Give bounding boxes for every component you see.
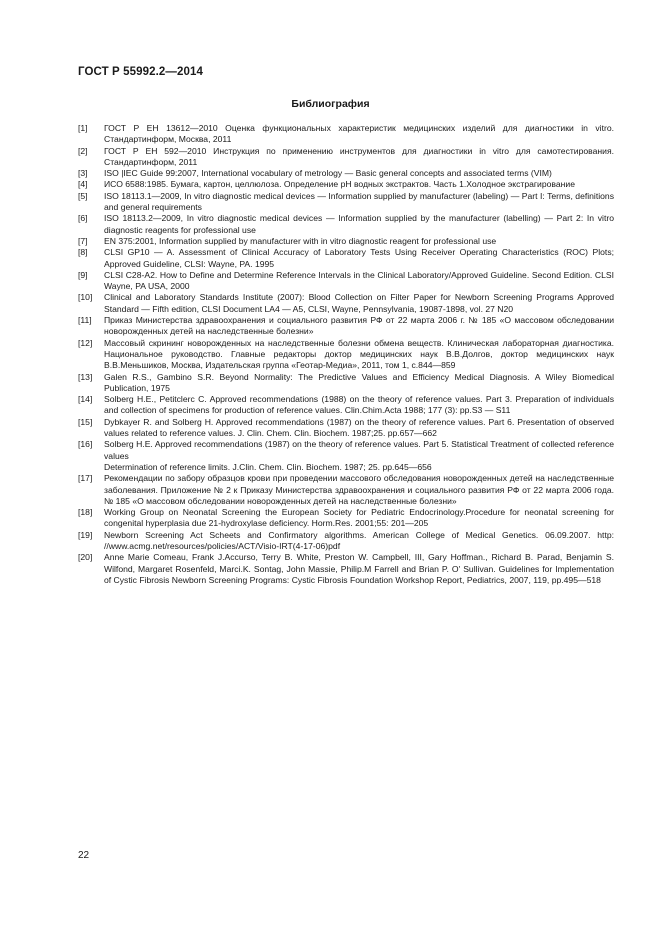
reference-text: EN 375:2001, Information supplied by manufacturer with in vitro diagnostic reagent for professional use [104,235,497,246]
section-title: Библиография [291,98,370,110]
page-number: 22 [78,850,90,861]
bibliography-entry [78,213,614,236]
reference-number: [8] [78,247,88,258]
bibliography-entry [78,191,614,214]
reference-number: [17] [78,473,93,484]
bibliography-list [78,123,614,586]
reference-text: ГОСТ Р ЕН 13612—2010 Оценка функциональных характеристик медицинских изделий для диагностики in vitro. Стандартинформ, Москва, 2011 [104,123,614,145]
reference-text: Приказ Министерства здравоохранения и социального развития РФ от 22 марта 2006 г. № 185 «О массовом обследовании новорожденных детей на наследственные болезни» [104,315,614,337]
reference-number: [6] [78,213,88,224]
reference-number: [16] [78,439,93,450]
bibliography-entry [78,270,614,293]
bibliography-entry [78,168,614,179]
reference-text: Galen R.S., Gambino S.R. Beyond Normality: The Predictive Values and Efficiency Medical Diagnosis. A Wiley Biomedical Publication, 1975 [104,371,614,393]
reference-text: ISO 18113.1—2009, In vitro diagnostic medical devices — Information supplied by manufacturer (labeling) — Part I: Terms, definitions and general requirements [104,190,614,213]
bibliography-entry [78,315,614,338]
reference-text: Newborn Screening Act Scheets and Confirmatory algorithms. American College of Medical Genetics. 06.09.2007. http: //www.acmg.net/resources/policies/ACT/Visio-IRT(4-17-06)pdf [104,529,614,551]
reference-number: [10] [78,292,93,303]
reference-number: [20] [78,552,93,563]
bibliography-entry [78,146,614,169]
reference-number: [9] [78,269,88,280]
bibliography-entry [78,123,614,146]
reference-number: [4] [78,179,88,190]
bibliography-entry [78,179,614,190]
bibliography-entry [78,439,614,473]
reference-text: Working Group on Neonatal Screening the European Society for Pediatric Endocrinology.Procedure for neonatal screening for congenital hyperplasia due 21-hydroxylase deficiency. Horm.Res. 2001;55: 201—205 [104,507,614,529]
bibliography-entry [78,372,614,395]
reference-text: Anne Marie Comeau, Frank J.Accurso, Terry B. White, Preston W. Campbell, III, Gary Hoffman., Richard B. Parad, Benjamin S. Wilfond, Margaret Rosenfeld, Marci.K. Sontag, John Massie, Philip.M Farrell and Brian P. O' Sullivan. Guidelines for Implementation of Cystic Fibrosis Newborn Screening Programs: Cystic Fibrosis Foundation Workshop Report, Pediatrics, 2007, 119, pp.495—518 [104,552,614,585]
bibliography-entry [78,394,614,417]
reference-text: ГОСТ Р ЕН 592—2010 Инструкция по применению инструментов для диагностики in vitro для самотестирования. Стандартинформ, 2011 [104,145,614,167]
bibliography-entry [78,236,614,247]
bibliography-entry [78,247,614,270]
bibliography-entry [78,552,614,586]
reference-number: [12] [78,337,93,348]
reference-text: CLSI C28-A2. How to Define and Determine Reference Intervals in the Clinical Laboratory/Approved Guideline. Second Edition. CLSI Wayne, PA USA, 2000 [104,269,614,292]
reference-text: ISO |IEC Guide 99:2007, International vocabulary of metrology — Basic general concepts and associated terms (VIM) [104,168,552,179]
reference-number: [11] [78,315,92,326]
standard-header: ГОСТ Р 55992.2—2014 [78,66,203,78]
bibliography-entry [78,338,614,372]
reference-number: [14] [78,394,93,405]
reference-number: [7] [78,235,88,246]
reference-text: Clinical and Laboratory Standards Institute (2007): Blood Collection on Filter Paper for Newborn Screening Programs Approved Standard — Fifth edition, CLSI Document LA4 — A5, CLSI, Wayne, Pennsylvania, 19087-1898, vol. 27 N20 [104,292,614,314]
reference-text: Рекомендации по забору образцов крови при проведении массового обследования новорожденных детей на наследственные заболевания. Приложение № 2 к Приказу Министерства здравоохранения и социального развития РФ от 22 марта 2006 года. № 185 «О массовом обследовании новорожденных детей на наследственные болезни» [104,473,614,506]
reference-text: ISO 18113.2—2009, In vitro diagnostic medical devices — Information supplied by the manufacturer (labelling) — Part 2: In vitro diagnostic reagents for professional use [104,213,614,235]
bibliography-entry [78,507,614,530]
reference-number: [15] [78,416,93,427]
bibliography-entry [78,417,614,440]
bibliography-entry [78,473,614,507]
reference-number: [2] [78,145,88,156]
reference-text: Массовый скрининг новорожденных на наследственные болезни обмена веществ. Клиническая лабораторная диагностика. Национальное руководство. Главные редакторы доктор медицинских наук В.В.Долгов, доктор медицинских наук В.В.Меньшиков, Москва, Издательская группа «Геотар-Медиа», 2011, том 1, с.844—859 [104,337,614,371]
reference-text: Solberg H.E., Petitclerc C. Approved recommendations (1988) on the theory of reference values. Part 3. Preparation of individuals and collection of specimens for production of reference values. Clin.Chim.Acta 1988; 177 (3): pp.S3 — S11 [104,394,614,416]
reference-number: [5] [78,190,88,201]
reference-number: [19] [78,529,93,540]
bibliography-entry [78,292,614,315]
reference-number: [1] [78,123,88,133]
reference-text: CLSI GP10 — A. Assessment of Clinical Accuracy of Laboratory Tests Using Receiver Operating Characteristics (ROC) Plots; Approved Guideline, CLSI: Wayne, PA. 1995 [104,247,614,269]
reference-number: [3] [78,168,88,179]
bibliography-entry [78,530,614,553]
reference-number: [18] [78,507,93,518]
reference-text: Solberg H.E. Approved recommendations (1987) on the theory of reference values. Part 5. Statistical Treatment of collected reference values Determination of reference limits. J.Clin. Chem. Clin. Biochem. 1987; 25. pp.645—656 [104,439,614,472]
reference-text: ИСО 6588:1985. Бумага, картон, целлюлоза. Определение рН водных экстрактов. Часть 1.Холодное экстрагирование [104,179,575,190]
reference-number: [13] [78,371,93,382]
reference-text: Dybkayer R. and Solberg H. Approved recommendations (1987) on the theory of reference values. Part 6. Presentation of observed values related to reference values. J. Clin. Chem. Clin. Biochem. 1987;25. pp.657—662 [104,416,614,439]
